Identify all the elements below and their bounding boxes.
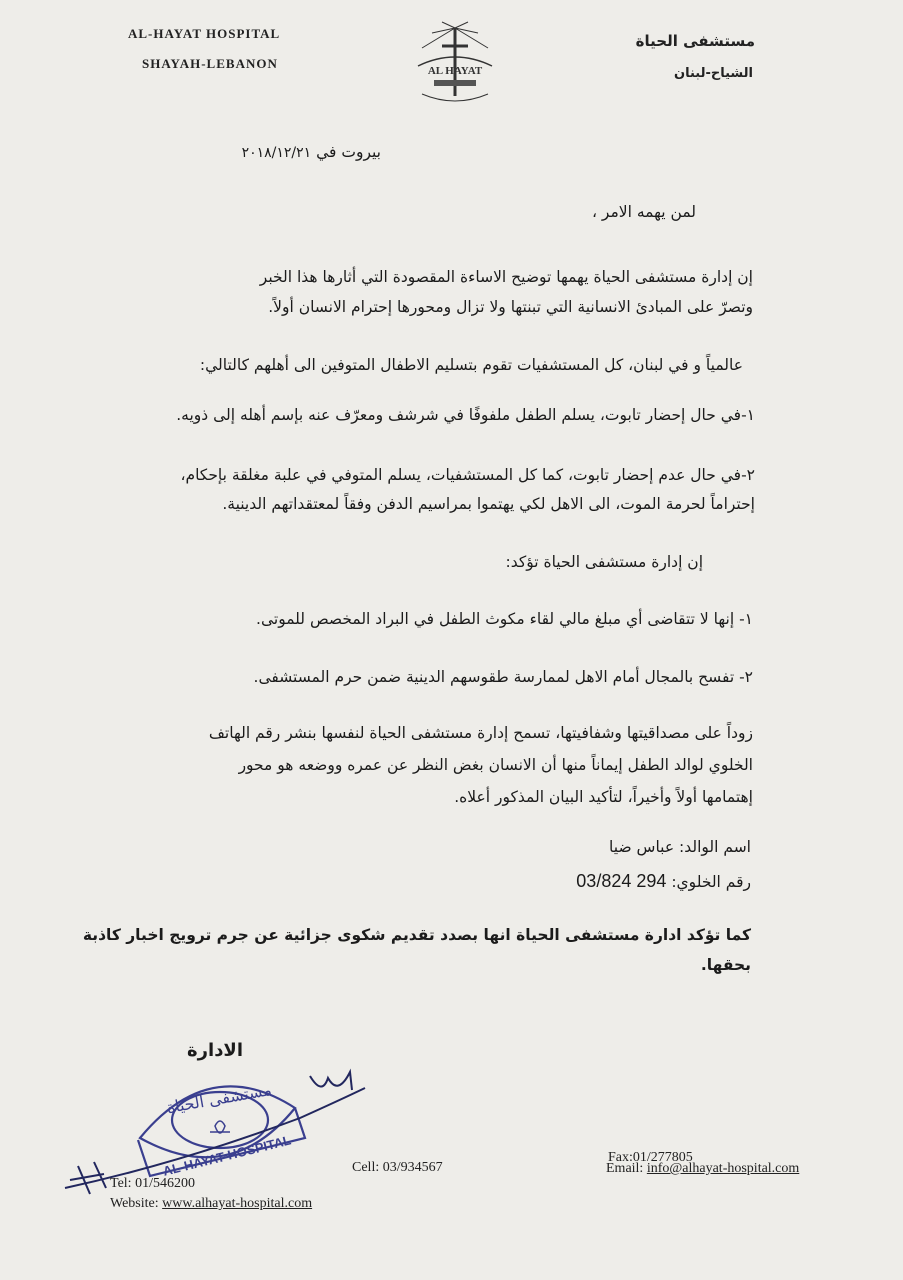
letter-date — [242, 143, 381, 161]
hospital-name-ar: مستشفى الحياة — [635, 32, 755, 50]
hospital-location-en: SHAYAH-LEBANON — [142, 56, 278, 71]
paragraph-9-line-1: كما تؤكد ادارة مستشفى الحياة انها بصدد تقديم شكوى جزائية عن جرم ترويج اخبار كاذبة — [82, 926, 751, 944]
confirmation-heading: إن إدارة مستشفى الحياة تؤكد: — [505, 553, 703, 571]
list-item-2-line-1: ٢-في حال عدم إحضار تابوت، كما كل المستشفيات، يسلم المتوفي في علبة مغلقة بإحكام، — [180, 466, 755, 484]
footer-fax: Fax:01/277805 — [608, 1150, 693, 1165]
paragraph-8-line-3: إهتمامها أولاً وأخيراً، لتأكيد البيان المذكور أعلاه. — [454, 788, 753, 806]
hospital-location-ar: الشياح-لبنان — [674, 66, 753, 81]
mobile-label: رقم الخلوي: — [671, 873, 751, 891]
stamp-arabic-text: مستشفى الحياة — [165, 1080, 273, 1118]
mobile-number: 03/824 294 — [576, 871, 667, 891]
signoff-administration: الادارة — [187, 1040, 243, 1061]
paragraph-2: عالمياً و في لبنان، كل المستشفيات تقوم بتسليم الاطفال المتوفين الى أهلهم كالتالي: — [199, 356, 743, 374]
hospital-logo — [412, 18, 498, 108]
footer-website — [110, 1196, 312, 1212]
paragraph-8-line-1: زوداً على مصداقيتها وشفافيتها، تسمح إدارة مستشفى الحياة لنفسها بنشر رقم الهاتف — [208, 724, 753, 742]
mobile-line — [576, 871, 751, 892]
footer-email — [606, 1161, 799, 1177]
father-name: اسم الوالد: عباس ضيا — [609, 838, 751, 856]
stamp-english-text: AL-HAYAT HOSPITAL — [161, 1132, 293, 1179]
logo-text: AL HAYAT — [427, 65, 483, 77]
list-item-1: ١-في حال إحضار تابوت، يسلم الطفل ملفوفًا في شرشف ومعرّف عنه بإسم أهله إلى ذويه. — [176, 406, 755, 424]
footer-cell: Cell: 03/934567 — [352, 1160, 443, 1175]
paragraph-1-line-1: إن إدارة مستشفى الحياة يهمها توضيح الاساءة المقصودة التي أثارها هذا الخبر — [259, 268, 753, 286]
list-item-2-line-2: إحتراماً لحرمة الموت، الى الاهل لكي يهتموا بمراسيم الدفن وفقاً لمعتقداتهم الدينية. — [222, 495, 755, 513]
website-link[interactable]: www.alhayat-hospital.com — [162, 1196, 313, 1211]
confirmation-item-1: ١- إنها لا تتقاضى أي مبلغ مالي لقاء مكوث الطفل في البراد المخصص للموتى. — [256, 610, 753, 628]
email-link[interactable]: info@alhayat-hospital.com — [646, 1161, 800, 1176]
date-digits: ٢٠١٨/١٢/٢١ — [241, 145, 312, 161]
hospital-name-en: AL-HAYAT HOSPITAL — [128, 26, 281, 41]
paragraph-8-line-2: الخلوي لوالد الطفل إيماناً منها أن الانسان بغض النظر عن عمره ووضعه هو محور — [238, 756, 753, 774]
confirmation-item-2: ٢- تفسح بالمجال أمام الاهل لممارسة طقوسهم الدينية ضمن حرم المستشفى. — [253, 668, 753, 686]
paragraph-1-line-2: وتصرّ على المبادئ الانسانية التي تبنتها ولا تزال ومحورها إحترام الانسان أولاً. — [268, 298, 753, 316]
date-prefix: بيروت في — [316, 143, 381, 161]
footer-tel: Tel: 01/546200 — [110, 1176, 195, 1191]
salutation: لمن يهمه الامر ، — [592, 203, 696, 221]
email-label: Email: — [606, 1161, 644, 1176]
website-label: Website: — [110, 1196, 159, 1211]
paragraph-9-line-2: بحقها. — [700, 956, 751, 974]
